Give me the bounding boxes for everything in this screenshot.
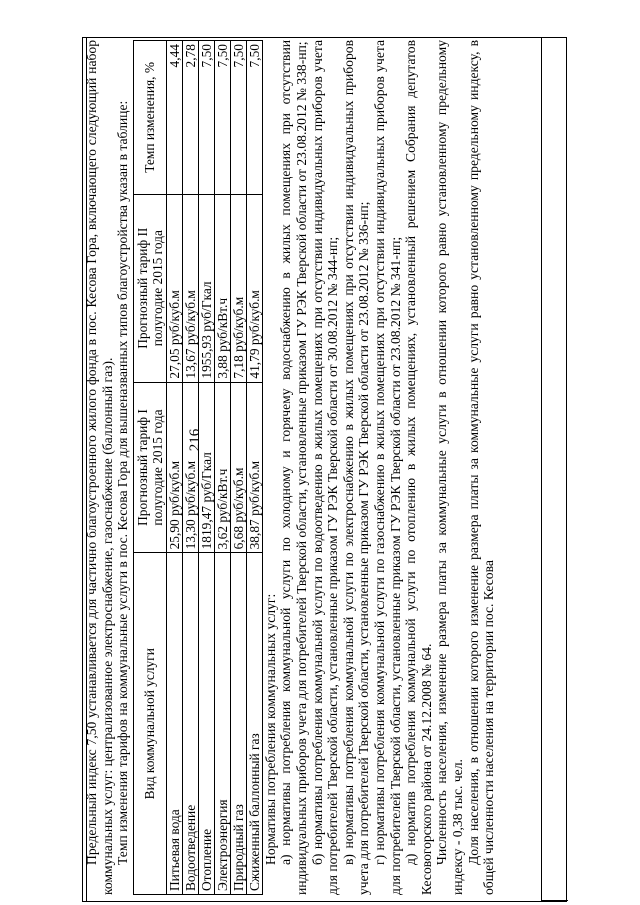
cell-tariff-h1: 25,90 руб/куб.м <box>166 382 182 553</box>
cell-service: Водоотведение <box>182 553 198 895</box>
table-row <box>246 41 262 895</box>
cell-tariff-h1: 38,87 руб/куб.м <box>246 382 262 553</box>
paragraph-population: Численность населения, изменение размера платы за коммунальные услуги в отношении которого равно установленному предельному индексу - 0,38 тыс. чел. <box>434 40 465 895</box>
cell-service: Природный газ <box>230 553 246 895</box>
cell-change: 7,50 <box>214 41 230 195</box>
cell-tariff-h2: 13,67 руб/куб.м <box>182 194 198 382</box>
header-tariff-h2: Прогнозный тариф II полугодие 2015 года <box>133 194 166 382</box>
cell-tariff-h2: 27,05 руб/куб.м <box>166 194 182 382</box>
page-number: 216 <box>187 428 203 452</box>
table-row <box>198 41 214 895</box>
cell-tariff-h1: 3,62 руб/кВт.ч <box>214 382 230 553</box>
cell-service: Сжиженный баллонный газ <box>246 553 262 895</box>
table-header-row <box>133 41 166 895</box>
cell-tariff-h1: 1819,47 руб/Гкал <box>198 382 214 553</box>
cell-tariff-h2: 3,88 руб/кВт.ч <box>214 194 230 382</box>
paragraph-norm-b: б) нормативы потребления коммунальной услуги по водоотведению в жилых помещениях при отсутствии индивидуальных приборов учета для потребителей Тверской области, установленные приказом ГУ РЭК Тверской области от 30.08.2012 № 344-нп; <box>309 40 341 895</box>
cell-change: 4,44 <box>166 41 182 195</box>
tariff-table <box>133 40 263 895</box>
paragraph-norm-g: г) нормативы потребления коммунальной услуги по газоснабжению в жилых помещениях при отсутствии индивидуальных приборов учета для потребителей Тверской области, установленные приказом ГУ РЭК Тверской области от 23.08.2012 № 341-нп; <box>371 40 403 895</box>
paragraph-norm-d: д) норматив потребления коммунальной услуги по отоплению в жилых помещениях, установленный решением Собрания депутатов Кесовогорского района от 24.12.2008 № 64. <box>403 40 434 895</box>
paragraph-norms-heading: Нормативы потребления коммунальных услуг: <box>262 593 278 865</box>
cell-tariff-h1: 13,30 руб/куб.м <box>182 382 198 553</box>
header-change: Темп изменения, % <box>133 41 166 195</box>
header-service: Вид коммунальной услуги <box>133 553 166 895</box>
cell-change: 2,78 <box>182 41 198 195</box>
cell-tariff-h2: 41,79 руб/куб.м <box>246 194 262 382</box>
table-row <box>182 41 198 895</box>
cell-service: Питьевая вода <box>166 553 182 895</box>
cell-service: Отопление <box>198 553 214 895</box>
cell-change: 7,50 <box>198 41 214 195</box>
paragraph-intro: Предельный индекс 7,50 устанавливается для частично благоустроенного жилого фонда в пос. Кесова Гора, включающего следующий набор коммунальных услуг: централизованное электроснабжение, газоснабжение (баллонный газ). <box>84 40 115 895</box>
paragraph-table-caption: Темп изменения тарифов на коммунальные услуги в пос. Кесова Гора для вышеназванных типов благоустройства указан в таблице: <box>115 100 131 865</box>
cell-service: Электроэнергия <box>214 553 230 895</box>
text-frame <box>82 37 567 902</box>
paragraph-norm-v: в) нормативы потребления коммунальной услуги по электроснабжению в жилых помещениях при отсутствии индивидуальных приборов учета для потребителей Тверской области, установленные приказом ГУ РЭК Тверской области от 23.08.2012 № 336-нп; <box>340 40 372 895</box>
frame-rule <box>541 900 568 901</box>
paragraph-population-share: Доля населения, в отношении которого изменение размера платы за коммунальные услуги равно установленному предельному индексу, в общей численности населения на территории пос. Кесова <box>465 40 497 895</box>
cell-change: 7,50 <box>230 41 246 195</box>
header-tariff-h1: Прогнозный тариф I полугодие 2015 года <box>133 382 166 553</box>
cell-tariff-h2: 1955,93 руб/Гкал <box>198 194 214 382</box>
rotated-content <box>84 40 564 895</box>
paragraph-norm-a: а) нормативы потребления коммунальной услуги по холодному и горячему водоснабжению в жилых помещениях при отсутствии индивидуальных приборов учета для потребителей Тверской области, установленные приказом ГУ РЭК Тверской области от 23.08.2012 № 338-нп; <box>278 40 309 895</box>
table-row <box>214 41 230 895</box>
table-row <box>166 41 182 895</box>
cell-tariff-h1: 6,68 руб/куб.м <box>230 382 246 553</box>
cell-change: 7,50 <box>246 41 262 195</box>
cell-tariff-h2: 7,18 руб/куб.м <box>230 194 246 382</box>
table-row <box>230 41 246 895</box>
